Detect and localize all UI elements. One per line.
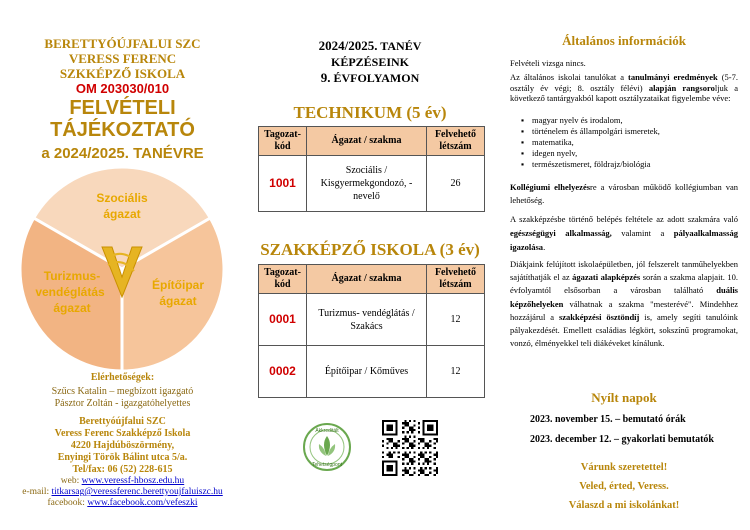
dormitory-text: Kollégiumi elhelyezésre a városban működő kollégiumban van lehetőség. — [510, 182, 739, 205]
left-column — [0, 0, 245, 530]
ranking-text: Az általános iskolai tanulókat a tanulmányi eredmények (5-7. osztály év végi; 8. osztály félévi) alapján rangsoroljuk a következő tantárgyakból kapott osztályzataikat figyelembe véve: — [510, 72, 739, 103]
address-line: Enyingi Török Bálint utca 5/a. — [57, 452, 188, 463]
om-code: OM 203030/010 — [75, 81, 170, 96]
tehetsegpont-seal-icon — [302, 422, 352, 472]
program-count: 12 — [427, 294, 485, 346]
pie-label-epitoipar-2: ágazat — [159, 294, 197, 308]
pie-label-turizmus-1: Turizmus- — [43, 269, 101, 283]
table-row — [259, 156, 485, 212]
col-header-count: Felvehető létszám — [427, 265, 485, 294]
list-item: ▪ idegen nyelv, — [532, 148, 732, 159]
contacts-title: Elérhetőségek: — [90, 372, 155, 383]
facebook-line: facebook: www.facebook.com/vefeszki — [47, 498, 198, 508]
col-header-code: Tagozat-kód — [259, 265, 307, 294]
facebook-link[interactable]: www.facebook.com/vefeszki — [87, 498, 198, 508]
general-info-title: Általános információk — [562, 33, 686, 48]
program-code: 0001 — [259, 294, 307, 346]
open-day-item: 2023. november 15. – bemutató órák — [530, 414, 686, 425]
program-code: 0002 — [259, 346, 307, 398]
program-name: Építőipar / Kőműves — [307, 346, 427, 398]
technikum-title: TECHNIKUM (5 év) — [293, 103, 447, 122]
slogan-welcome: Várunk szeretettel! — [580, 462, 668, 473]
col-header-sector: Ágazat / szakma — [307, 127, 427, 156]
contact-principal: Szűcs Katalin – megbízott igazgató — [51, 386, 194, 397]
slogan-veress: Veled, érted, Veress. — [579, 481, 669, 492]
programs-heading-line3: 9. ÉVFOLYAMON — [320, 70, 420, 85]
table-header-row — [259, 127, 485, 156]
no-entrance-exam-text: Felvételi vizsga nincs. — [510, 58, 586, 68]
main-title: FELVÉTELI TÁJÉKOZTATÓ — [50, 97, 195, 141]
pie-label-turizmus-2: vendéglátás — [35, 285, 105, 299]
web-link[interactable]: www.veressf-hbosz.edu.hu — [81, 476, 185, 486]
slogan-choose-us: Válaszd a mi iskolánkat! — [568, 500, 680, 511]
phone-line: Tel/fax: 06 (52) 228-615 — [72, 464, 173, 475]
open-days-title: Nyílt napok — [591, 390, 657, 405]
table-row — [259, 294, 485, 346]
pie-label-turizmus-3: ágazat — [53, 301, 91, 315]
seal-text-bottom: Tehetségpont — [311, 462, 343, 468]
address-line: Veress Ferenc Szakképző Iskola — [54, 428, 191, 439]
seal-text-top: Akkreditált — [315, 428, 339, 434]
technikum-table — [258, 126, 485, 212]
col-header-count: Felvehető létszám — [427, 127, 485, 156]
program-count: 12 — [427, 346, 485, 398]
program-name: Szociális / Kisgyermekgondozó, -nevelő — [307, 156, 427, 212]
table-header-row — [259, 265, 485, 294]
program-name: Turizmus- vendéglátás / Szakács — [307, 294, 427, 346]
health-requirement-text: A szakképzésbe történő belépés feltétele az adott szakmára való egészségügyi alkalmasság, valamint a pályaalkalmasság igazolása. — [510, 214, 738, 252]
school-name: BERETTYÓÚJFALUI SZC VERESS FERENC SZKKÉPZŐ ISKOLA — [44, 36, 201, 81]
school-year-title: a 2024/2025. TANÉVRE — [41, 145, 204, 162]
open-day-item: 2023. december 12. – gyakorlati bemutatók — [530, 434, 714, 445]
subjects-list — [532, 115, 732, 170]
programs-heading-line1: 2024/2025. TANÉV — [318, 38, 422, 53]
address-line: 4220 Hajdúböszörmény, — [70, 440, 175, 451]
program-code: 1001 — [259, 156, 307, 212]
col-header-code: Tagozat-kód — [259, 127, 307, 156]
szakkepzo-title: SZAKKÉPZŐ ISKOLA (3 év) — [260, 240, 480, 259]
right-column — [510, 0, 738, 530]
email-link[interactable]: titkarsag@veressferenc.berettyoujfaluiszc.hu — [51, 487, 223, 497]
sector-pie-diagram — [18, 165, 226, 373]
web-line: web: www.veressf-hbosz.edu.hu — [60, 476, 185, 486]
pie-label-epitoipar-1: Építőipar — [151, 278, 205, 292]
list-item: ▪ történelem és állampolgári ismeretek, — [532, 126, 732, 137]
address-line: Berettyóújfalui SZC — [79, 416, 166, 427]
table-row — [259, 346, 485, 398]
szakkepzo-table — [258, 264, 485, 398]
qr-code-icon[interactable] — [382, 420, 438, 476]
contact-deputy: Pásztor Zoltán - igazgatóhelyettes — [54, 398, 191, 409]
pie-label-szocialis-1: Szociális — [96, 191, 148, 205]
pie-label-szocialis-2: ágazat — [103, 207, 141, 221]
email-line: e-mail: titkarsag@veressferenc.berettyoujfaluiszc.hu — [22, 487, 223, 497]
list-item: ▪ matematika, — [532, 137, 732, 148]
col-header-sector: Ágazat / szakma — [307, 265, 427, 294]
list-item: ▪ magyar nyelv és irodalom, — [532, 115, 732, 126]
list-item: ▪ természetismeret, földrajz/biológia — [532, 159, 732, 170]
program-count: 26 — [427, 156, 485, 212]
programs-heading-line2: KÉPZÉSEINK — [330, 55, 410, 69]
middle-column — [250, 0, 490, 530]
training-description-text: Diákjaink felújított iskolaépületben, jól felszerelt tanműhelyekben sajátíthatják el az ágazati alapképzés során a szakma alapjait. 10. évfolyamtól elsősorban a városban található duális képzőhelyeken válhatnak a szakma "mesterévé". Mindehhez hozzájárul a szakképzési ösztöndíj is, amely segíti tanulóink pályakezdését. Emellett családias légkört, sokszínű programokat, vonzó, élményekkel teli diákéveket kínálunk. — [510, 259, 739, 349]
